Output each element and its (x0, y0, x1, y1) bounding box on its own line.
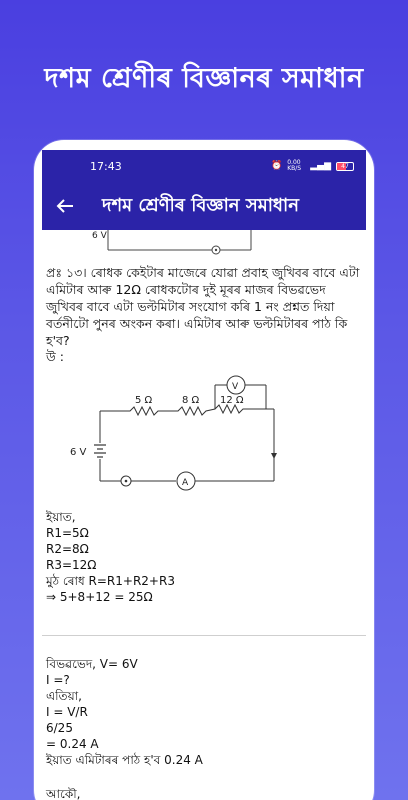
calculation-block-2 (46, 656, 362, 768)
battery-label: 6 V (70, 447, 87, 458)
content-area (42, 230, 366, 800)
toolbar-title: দশম শ্ৰেণীৰ বিজ্ঞান সমাধান (102, 194, 299, 216)
alarm-icon: ⏰ (271, 161, 283, 171)
circuit-diagram (50, 371, 280, 501)
calc-line: এতিয়া, (46, 689, 82, 703)
signal-icon: ▂▄▆ (310, 161, 331, 171)
status-bar (42, 150, 366, 182)
data-speed: 0.00 KB/S (287, 159, 302, 172)
calc-line: মুঠ ৰোধ R=R1+R2+R3 (46, 574, 175, 588)
calc-line: ⇒ 5+8+12 = 25Ω (46, 590, 153, 604)
calc-line: ইয়াত এমিটাৰৰ পাঠ হ'ব 0.24 A (46, 753, 203, 767)
calc-line: R1=5Ω (46, 526, 89, 540)
fragment-voltage-label: 6 V (92, 231, 107, 241)
calc-line: 6/25 (46, 721, 73, 735)
app-bar (42, 150, 366, 230)
section-divider (42, 635, 366, 636)
resistor-label-1: 5 Ω (135, 395, 153, 406)
ammeter-label: A (182, 478, 189, 488)
calc-line-last: আকৌ, (46, 787, 81, 800)
calc-line: বিভৱভেদ, V= 6V (46, 657, 138, 671)
circuit-fragment (46, 230, 346, 260)
calc-line: R2=8Ω (46, 542, 89, 556)
calc-line: I =? (46, 673, 70, 687)
resistor-label-2: 8 Ω (182, 395, 200, 406)
promo-title: দশম শ্ৰেণীৰ বিজ্ঞানৰ সমাধান (44, 63, 364, 94)
calc-line: I = V/R (46, 705, 88, 719)
resistor-label-3: 12 Ω (220, 395, 244, 406)
question-text: প্ৰঃ ১৩। ৰোধক কেইটাৰ মাজেৰে যোৱা প্ৰবাহ জুখিবৰ বাবে এটা এমিটাৰ আৰু 12Ω ৰোধকটোৰ দুই মূৰৰ মাজৰ বিভৱভেদ জুখিবৰ বাবে এটা ভল্টমিটাৰ সংযোগ কৰি 1 নং প্ৰশ্নত দিয়া বৰ্তনীটো পুনৰ অংকন কৰা। এমিটাৰ আৰু ভল্টমিটাৰৰ পাঠ কি হ'ব? (46, 265, 360, 348)
calc-line: R3=12Ω (46, 558, 97, 572)
calc-line: ইয়াত, (46, 510, 76, 524)
app-screen (42, 150, 366, 800)
toolbar (42, 182, 366, 230)
battery-icon: 47 (336, 162, 354, 171)
answer-label: উ : (46, 349, 64, 364)
status-time: 17:43 (90, 159, 122, 173)
calculation-block-1 (46, 509, 362, 605)
status-icons (271, 160, 354, 172)
arrow-left-icon (56, 198, 74, 214)
phone-frame (34, 140, 374, 800)
calc-line: = 0.24 A (46, 737, 99, 751)
back-arrow-icon[interactable] (50, 191, 80, 221)
voltmeter-label: V (232, 382, 239, 392)
